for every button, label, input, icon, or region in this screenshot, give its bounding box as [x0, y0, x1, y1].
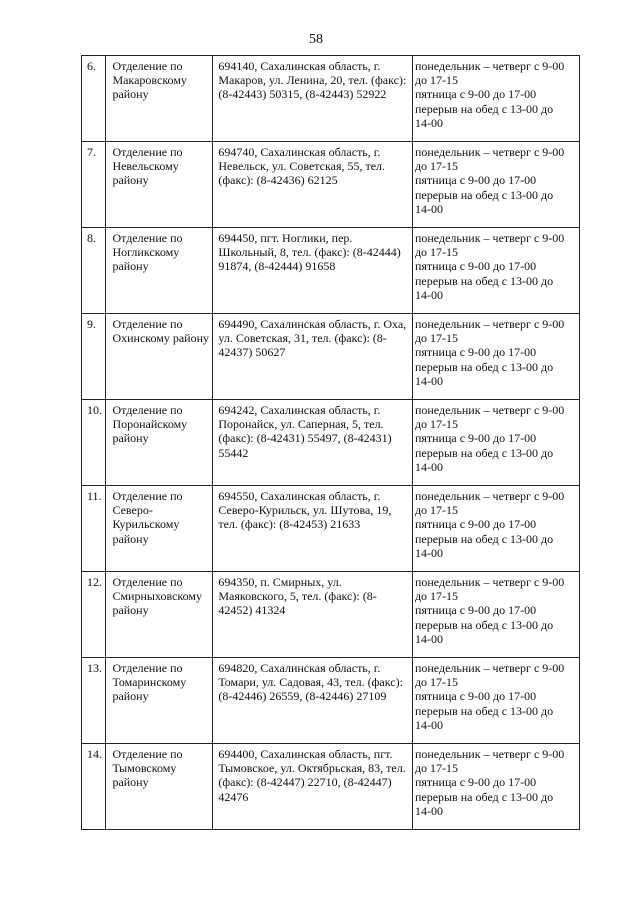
row-number-cell: 8. — [82, 228, 106, 314]
office-hours-cell — [412, 56, 579, 142]
office-address-cell: 694740, Сахалинская область, г. Невельск, ул. Советская, 55, тел. (факс): (8-42436) 62125 — [213, 142, 413, 228]
row-number-cell: 14. — [82, 744, 106, 830]
office-hours-line: 14-00 — [414, 115, 443, 130]
table-row — [82, 228, 580, 314]
office-hours-line: понедельник – четверг с 9-00 — [414, 59, 565, 73]
row-number-cell: 11. — [82, 486, 106, 572]
office-hours-line: перерыв на обед с 13-00 до — [414, 359, 554, 374]
office-hours-line: 14-00 — [414, 803, 443, 818]
row-number-cell: 9. — [82, 314, 106, 400]
office-hours-line: до 17-15 — [414, 589, 459, 604]
office-name-cell: Отделение по Смирныховскому району — [106, 572, 213, 658]
office-hours-line: перерыв на обед с 13-00 до — [414, 617, 554, 632]
office-hours-line: до 17-15 — [414, 675, 459, 690]
office-address-cell: 694550, Сахалинская область, г. Северо-Курильск, ул. Шутова, 19, тел. (факс): (8-42453) 21633 — [213, 486, 413, 572]
row-number-cell: 10. — [82, 400, 106, 486]
office-hours-line: пятница с 9-00 до 17-00 — [414, 517, 537, 532]
office-address-cell: 694140, Сахалинская область, г. Макаров, ул. Ленина, 20, тел. (факс): (8-42443) 50315, (8-42443) 52922 — [213, 56, 413, 142]
office-hours-line: понедельник – четверг с 9-00 — [414, 403, 565, 417]
office-hours-line: понедельник – четверг с 9-00 — [414, 575, 565, 589]
office-hours-line: перерыв на обед с 13-00 до — [414, 445, 554, 460]
office-hours-line: понедельник – четверг с 9-00 — [414, 317, 565, 331]
offices-table-body — [82, 56, 580, 830]
office-hours-cell — [412, 314, 579, 400]
office-hours-cell — [412, 486, 579, 572]
office-hours-line: перерыв на обед с 13-00 до — [414, 101, 554, 116]
office-hours-line: перерыв на обед с 13-00 до — [414, 531, 554, 546]
office-hours-line: до 17-15 — [414, 503, 459, 518]
office-hours-line: до 17-15 — [414, 761, 459, 776]
office-hours-line: перерыв на обед с 13-00 до — [414, 187, 554, 202]
office-hours-line: до 17-15 — [414, 159, 459, 174]
office-hours-line: 14-00 — [414, 545, 443, 560]
office-hours-line: 14-00 — [414, 631, 443, 646]
office-address-cell: 694450, пгт. Ноглики, пер. Школьный, 8, тел. (факс): (8-42444) 91874, (8-42444) 91658 — [213, 228, 413, 314]
office-hours-cell — [412, 400, 579, 486]
office-hours-line: пятница с 9-00 до 17-00 — [414, 689, 537, 704]
office-hours-cell — [412, 744, 579, 830]
office-hours-line: до 17-15 — [414, 73, 459, 88]
table-row — [82, 744, 580, 830]
office-hours-line: пятница с 9-00 до 17-00 — [414, 775, 537, 790]
page-number: 58 — [309, 32, 323, 47]
office-hours-line: понедельник – четверг с 9-00 — [414, 661, 565, 675]
table-row — [82, 572, 580, 658]
office-name-cell: Отделение по Томаринскому району — [106, 658, 213, 744]
office-hours-line: перерыв на обед с 13-00 до — [414, 789, 554, 804]
office-name-cell: Отделение по Макаровскому району — [106, 56, 213, 142]
office-hours-line: 14-00 — [414, 201, 443, 216]
table-row — [82, 56, 580, 142]
table-row — [82, 486, 580, 572]
office-hours-line: пятница с 9-00 до 17-00 — [414, 345, 537, 360]
office-hours-line: 14-00 — [414, 459, 443, 474]
office-name-cell: Отделение по Поронайскому району — [106, 400, 213, 486]
office-address-cell: 694490, Сахалинская область, г. Оха, ул. Советская, 31, тел. (факс): (8-42437) 50627 — [213, 314, 413, 400]
office-address-cell: 694400, Сахалинская область, пгт. Тымовское, ул. Октябрьская, 83, тел. (факс): (8-42447) 22710, (8-42447) 42476 — [213, 744, 413, 830]
office-hours-line: до 17-15 — [414, 417, 459, 432]
row-number-cell: 13. — [82, 658, 106, 744]
office-hours-cell — [412, 658, 579, 744]
office-hours-line: понедельник – четверг с 9-00 — [414, 747, 565, 761]
table-row — [82, 142, 580, 228]
office-hours-line: понедельник – четверг с 9-00 — [414, 489, 565, 503]
office-hours-line: перерыв на обед с 13-00 до — [414, 703, 554, 718]
office-hours-line: до 17-15 — [414, 331, 459, 346]
office-name-cell: Отделение по Северо-Курильскому району — [106, 486, 213, 572]
office-hours-line: перерыв на обед с 13-00 до — [414, 273, 554, 288]
offices-table — [81, 55, 580, 830]
table-row — [82, 400, 580, 486]
office-hours-line: пятница с 9-00 до 17-00 — [414, 603, 537, 618]
office-name-cell: Отделение по Ногликскому району — [106, 228, 213, 314]
row-number-cell: 6. — [82, 56, 106, 142]
office-hours-line: понедельник – четверг с 9-00 — [414, 231, 565, 245]
row-number-cell: 7. — [82, 142, 106, 228]
office-hours-line: пятница с 9-00 до 17-00 — [414, 431, 537, 446]
office-address-cell: 694350, п. Смирных, ул. Маяковского, 5, тел. (факс): (8-42452) 41324 — [213, 572, 413, 658]
office-address-cell: 694242, Сахалинская область, г. Поронайск, ул. Саперная, 5, тел. (факс): (8-42431) 55497, (8-42431) 55442 — [213, 400, 413, 486]
office-hours-line: до 17-15 — [414, 245, 459, 260]
office-hours-line: понедельник – четверг с 9-00 — [414, 145, 565, 159]
office-hours-line: пятница с 9-00 до 17-00 — [414, 173, 537, 188]
office-hours-line: пятница с 9-00 до 17-00 — [414, 87, 537, 102]
office-address-cell: 694820, Сахалинская область, г. Томари, ул. Садовая, 43, тел. (факс): (8-42446) 26559, (8-42446) 27109 — [213, 658, 413, 744]
office-hours-line: 14-00 — [414, 717, 443, 732]
office-hours-line: 14-00 — [414, 373, 443, 388]
office-name-cell: Отделение по Невельскому району — [106, 142, 213, 228]
office-name-cell: Отделение по Охинскому району — [106, 314, 213, 400]
table-row — [82, 658, 580, 744]
row-number-cell: 12. — [82, 572, 106, 658]
office-hours-cell — [412, 572, 579, 658]
office-hours-cell — [412, 142, 579, 228]
office-hours-line: пятница с 9-00 до 17-00 — [414, 259, 537, 274]
office-hours-cell — [412, 228, 579, 314]
office-name-cell: Отделение по Тымовскому району — [106, 744, 213, 830]
table-row — [82, 314, 580, 400]
office-hours-line: 14-00 — [414, 287, 443, 302]
